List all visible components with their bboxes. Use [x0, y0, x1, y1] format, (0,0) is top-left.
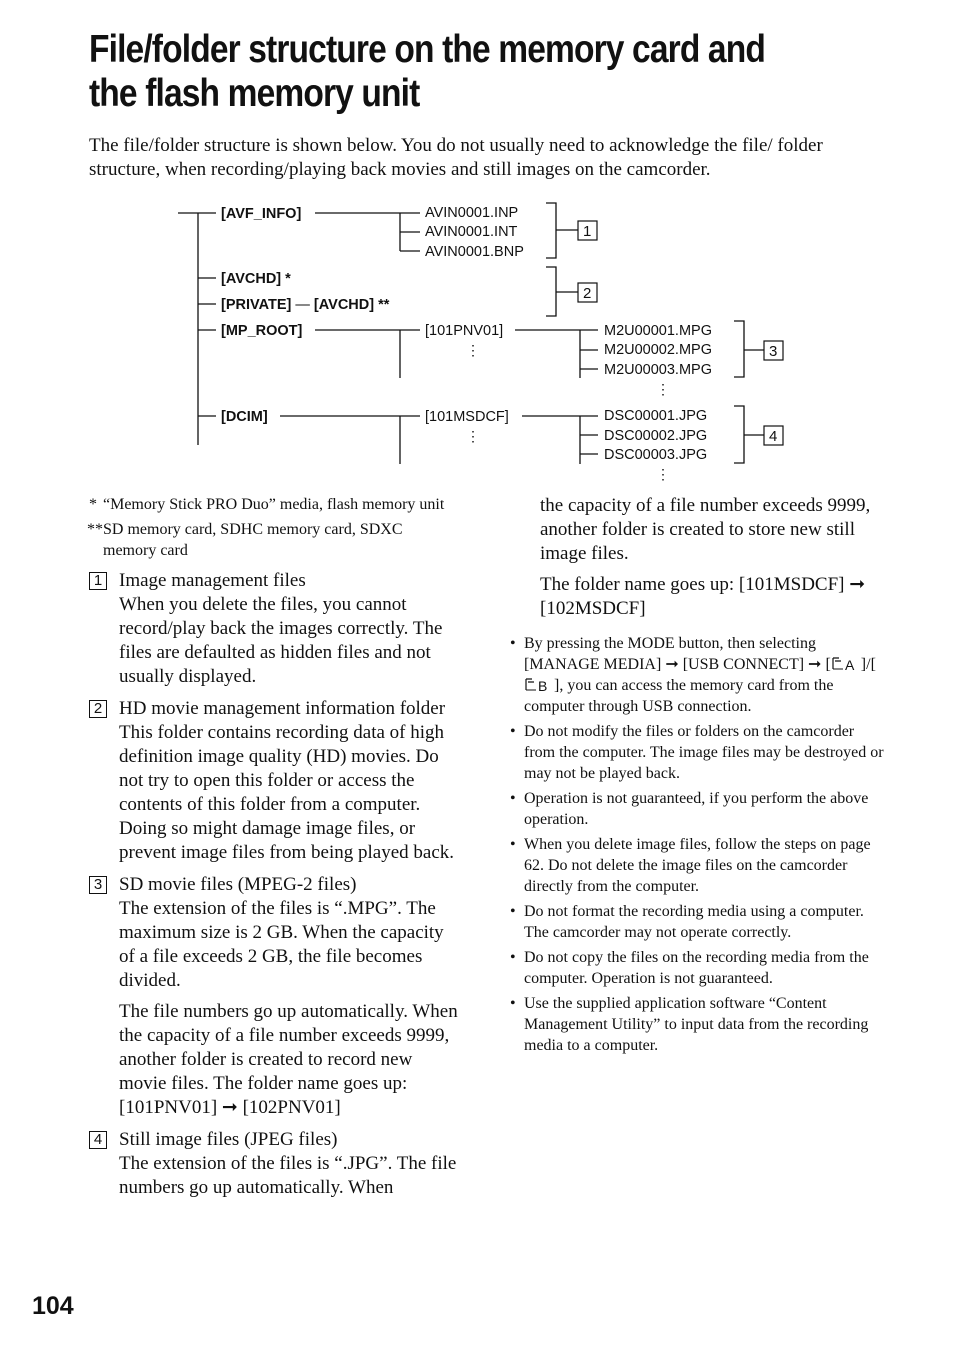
mpg-more-dots: ⋮ [656, 381, 670, 397]
left-column [89, 494, 459, 1200]
folder-101pnv01: [101PNV01] [425, 323, 504, 339]
folder-avf-info: [AVF_INFO] [221, 206, 302, 222]
bullet-dot: • [510, 723, 516, 740]
bullet-dot: • [510, 903, 516, 920]
file-mpg3: M2U00003.MPG [604, 362, 712, 378]
item-4 [89, 1128, 459, 1200]
note-7-text: Use the supplied application software “Content Management Utility” to input data from the recording media to a computer. [524, 995, 869, 1054]
intro-paragraph: The file/folder structure is shown below. You do not usually need to acknowledge the file/ folder structure, when recording/playing back movies and still images on the camcorder. [89, 135, 823, 180]
bullet-dot: • [510, 790, 516, 807]
item-3-body: The extension of the files is “.MPG”. The maximum size is 2 GB. When the capacity of a file exceeds 2 GB, the file becomes divided. [119, 898, 444, 991]
note-4-text: When you delete image files, follow the steps on page 62. Do not delete the image files on the camcorder directly from the computer. [524, 836, 871, 895]
item-1-number: 1 [89, 572, 107, 590]
file-avin-inp: AVIN0001.INP [425, 205, 519, 221]
item-3-body-2: The file numbers go up automatically. When the capacity of a file number exceeds 9999, another folder is created to record new movie files. The folder name goes up: [101PNV01] ➞ [102PNV01] [119, 1001, 458, 1118]
folder-structure-diagram [0, 195, 954, 485]
msdcf-more-dots: ⋮ [466, 428, 480, 444]
file-mpg2: M2U00002.MPG [604, 342, 712, 358]
box-2-label: 2 [583, 285, 592, 302]
footnote-1 [89, 494, 459, 515]
note-2 [508, 721, 884, 784]
note-1-text-post: ], you can access the memory card from the computer through USB connection. [524, 677, 834, 715]
note-6-text: Do not copy the files on the recording media from the computer. Operation is not guaranteed. [524, 949, 869, 987]
footnote-1-text: “Memory Stick PRO Duo” media, flash memory unit [103, 496, 445, 513]
file-jpg1: DSC00001.JPG [604, 408, 708, 424]
item-2-title: HD movie management information folder [119, 698, 446, 719]
item-3-number: 3 [89, 876, 107, 894]
bullet-dot: • [510, 995, 516, 1012]
footnote-2 [89, 519, 459, 561]
folder-mp-root: [MP_ROOT] [221, 323, 303, 339]
page-title: File/folder structure on the memory card and the flash memory unit [89, 28, 765, 115]
item-2-number: 2 [89, 700, 107, 718]
note-1 [508, 633, 884, 717]
folder-101msdcf: [101MSDCF] [425, 409, 509, 425]
footnote-2-mark: ** [87, 521, 103, 538]
media-a-icon-letter: A [844, 657, 855, 671]
bullet-dot: • [510, 635, 516, 652]
folder-avchd: [AVCHD] * [221, 271, 291, 287]
bullet-dot: • [510, 949, 516, 966]
bracket-4 [734, 406, 744, 463]
file-avin-bnp: AVIN0001.BNP [425, 244, 524, 260]
file-mpg1: M2U00001.MPG [604, 323, 712, 339]
item-4-number: 4 [89, 1131, 107, 1149]
box-4-label: 4 [769, 428, 778, 445]
note-1-text-pre: By pressing the MODE button, then selecting [MANAGE MEDIA] ➞ [USB CONNECT] ➞ [ [524, 635, 831, 673]
file-jpg2: DSC00002.JPG [604, 428, 708, 444]
media-b-icon [524, 676, 554, 692]
item-4-body: The extension of the files is “.JPG”. The file numbers go up automatically. When [119, 1153, 457, 1198]
note-1-text-mid: ]/[ [860, 656, 876, 673]
page-number: 104 [32, 1292, 74, 1320]
item-2 [89, 697, 459, 865]
folder-private: [PRIVATE] — [AVCHD] ** [221, 297, 390, 313]
file-avin-int: AVIN0001.INT [425, 224, 518, 240]
file-jpg3: DSC00003.JPG [604, 447, 708, 463]
pnv-more-dots: ⋮ [466, 342, 480, 358]
notes-list [508, 633, 884, 1056]
jpg-more-dots: ⋮ [656, 466, 670, 482]
media-a-icon [831, 655, 861, 671]
item-3 [89, 873, 459, 1120]
note-6 [508, 947, 884, 989]
note-4 [508, 834, 884, 897]
item-1-title: Image management files [119, 570, 306, 591]
item-3-title: SD movie files (MPEG-2 files) [119, 874, 357, 895]
note-7 [508, 993, 884, 1056]
note-5 [508, 901, 884, 943]
footnote-1-mark: * [89, 496, 97, 513]
item-4-continuation: the capacity of a file number exceeds 9999, another folder is created to store new still image files. [540, 495, 871, 564]
media-b-icon-letter: B [538, 678, 548, 692]
right-column [508, 494, 884, 1060]
item-2-body: This folder contains recording data of high definition image quality (HD) movies. Do not try to open this folder or access the contents of this folder from a computer. Doing so might damage image files, or prevent image files from being played back. [119, 722, 455, 863]
item-1 [89, 569, 459, 689]
box-1-label: 1 [583, 223, 592, 240]
bullet-dot: • [510, 836, 516, 853]
note-3-text: Operation is not guaranteed, if you perform the above operation. [524, 790, 869, 828]
item-4-folder-name: The folder name goes up: [101MSDCF] ➞ [102MSDCF] [540, 574, 866, 619]
bracket-2 [546, 267, 556, 316]
item-1-body: When you delete the files, you cannot record/play back the images correctly. The files are defaulted as hidden files and not usually displayed. [119, 594, 443, 687]
bracket-3 [734, 321, 744, 377]
item-4-title: Still image files (JPEG files) [119, 1129, 338, 1150]
bracket-1 [546, 203, 556, 258]
folder-dcim: [DCIM] [221, 409, 268, 425]
box-3-label: 3 [769, 343, 778, 360]
note-2-text: Do not modify the files or folders on the camcorder from the computer. The image files may be destroyed or may not be played back. [524, 723, 884, 782]
note-3 [508, 788, 884, 830]
note-5-text: Do not format the recording media using a computer. The camcorder may not operate correctly. [524, 903, 864, 941]
footnote-2-text: SD memory card, SDHC memory card, SDXC memory card [103, 521, 403, 559]
